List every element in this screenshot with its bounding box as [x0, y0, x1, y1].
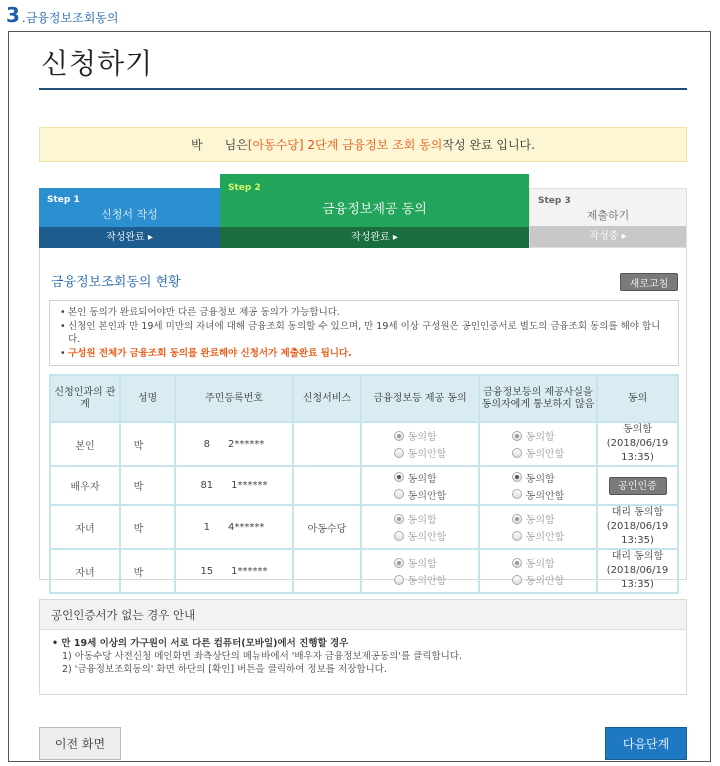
agree-date: (2018/06/19 13:35): [606, 565, 669, 590]
relation-cell: 본인: [50, 422, 120, 466]
previous-button[interactable]: 이전 화면: [39, 727, 121, 760]
relation-cell: 배우자: [50, 466, 120, 505]
consent-status-panel: [39, 248, 687, 590]
notice-no-radio[interactable]: 동의안함: [512, 487, 565, 502]
rrn-front: 1: [203, 521, 210, 533]
agree-status: 대리 동의함: [611, 551, 664, 562]
step-3-number: Step 3: [538, 196, 571, 206]
table-row: [50, 422, 678, 466]
section-header: [6, 4, 118, 26]
service-cell: 아동수당: [293, 505, 361, 549]
name-text: 박: [133, 523, 144, 535]
step-2-name: 금융정보제공 동의: [322, 202, 427, 217]
step-3-status: 작성중 ▸: [530, 226, 686, 247]
step-indicator: [39, 174, 687, 248]
guide-body: [40, 630, 686, 683]
info-text: 신청인 본인과 만 19세 미만의 자녀에 대해 금융조회 동의할 수 있으며, 만 19세 이상 구성원은 공인인증서로 별도의 금융조회 동의를 해야 합니다.: [68, 320, 661, 345]
notice-no-radio[interactable]: 동의안함: [512, 445, 565, 460]
title-divider: [39, 88, 687, 90]
guide-step-1: 1) 아동수당 사전신청 메인화면 좌측상단의 메뉴바에서 '배우자 금융정보제공동의'를 클릭합니다.: [62, 651, 463, 662]
rrn-back: 2******: [228, 438, 265, 450]
guide-bullet-text: 만 19세 이상의 가구원이 서로 다른 컴퓨터(모바일)에서 진행할 경우: [61, 638, 349, 649]
service-cell: [293, 466, 361, 505]
provide-consent-cell: [361, 505, 479, 549]
next-step-button[interactable]: 다음단계: [605, 727, 687, 760]
name-cell: [120, 422, 175, 466]
table-row: [50, 549, 678, 593]
step-2-status: 작성완료 ▸: [220, 227, 529, 248]
step-1-status: 작성완료 ▸: [39, 227, 220, 248]
info-warning: 구성원 전체가 금융조회 동의를 완료해야 신청서가 제출완료 됩니다.: [68, 347, 352, 359]
col-name: 성명: [120, 375, 175, 422]
application-frame: [8, 31, 711, 762]
step-3-name: 제출하기: [586, 209, 630, 222]
table-row: [50, 466, 678, 505]
rrn-front: 81: [200, 480, 214, 491]
agree-cell: [597, 505, 678, 549]
consent-no-radio[interactable]: 동의안함: [394, 528, 447, 543]
consent-yes-radio[interactable]: 동의함: [394, 511, 437, 526]
rrn-back: 1******: [231, 565, 268, 577]
name-cell: [120, 466, 175, 505]
no-notice-cell: [479, 422, 597, 466]
notice-yes-radio[interactable]: 동의함: [512, 470, 555, 485]
notice-no-radio[interactable]: 동의안함: [512, 572, 565, 587]
rrn-cell: [175, 422, 293, 466]
certificate-button[interactable]: 공인인증: [609, 477, 667, 495]
name-text: 박: [133, 440, 144, 452]
step-2: [220, 174, 529, 248]
consent-yes-radio[interactable]: 동의함: [394, 428, 437, 443]
agree-date: (2018/06/19 13:35): [606, 521, 669, 546]
name-cell: [120, 549, 175, 593]
no-notice-cell: [479, 505, 597, 549]
name-cell: [120, 505, 175, 549]
notice-name: 박: [191, 138, 203, 152]
notice-no-radio[interactable]: 동의안함: [512, 528, 565, 543]
notice-text-b: 작성 완료 입니다.: [442, 138, 535, 152]
relation-cell: 자녀: [50, 549, 120, 593]
step-2-number: Step 2: [228, 183, 261, 193]
rrn-cell: [175, 466, 293, 505]
col-service: 신청서비스: [293, 375, 361, 422]
col-relation: 신청인과의 관계: [50, 375, 120, 422]
agree-date: (2018/06/19 13:35): [606, 438, 669, 463]
page-title: 신청하기: [41, 47, 154, 80]
agree-status: 동의함: [623, 424, 652, 435]
step-3: [529, 188, 687, 248]
notice-service: [아동수당] 2단계 금융정보 조회 동의: [247, 138, 443, 152]
col-no-notice: 금융정보등의 제공사실을 동의자에게 통보하지 않음: [479, 375, 597, 422]
notice-yes-radio[interactable]: 동의함: [512, 511, 555, 526]
step-1-number: Step 1: [47, 195, 80, 205]
no-notice-cell: [479, 466, 597, 505]
table-header-row: [50, 375, 678, 422]
consent-yes-radio[interactable]: 동의함: [394, 555, 437, 570]
service-cell: [293, 422, 361, 466]
table-row: [50, 505, 678, 549]
consent-no-radio[interactable]: 동의안함: [394, 572, 447, 587]
info-notes: [49, 300, 679, 366]
relation-cell: 자녀: [50, 505, 120, 549]
notice-yes-radio[interactable]: 동의함: [512, 428, 555, 443]
info-line: • 본인 동의가 완료되어야만 다른 금융정보 제공 동의가 가능합니다.: [60, 307, 340, 318]
provide-consent-cell: [361, 466, 479, 505]
col-provide-consent: 금융정보등 제공 동의: [361, 375, 479, 422]
rrn-front: 8: [203, 438, 210, 450]
agree-status: 대리 동의함: [611, 507, 664, 518]
rrn-front: 15: [200, 565, 214, 577]
rrn-cell: [175, 505, 293, 549]
notice-text-a: 님은: [224, 138, 248, 152]
step-1-name: 신청서 작성: [101, 208, 158, 221]
provide-consent-cell: [361, 549, 479, 593]
section-title: .금융정보조회동의: [21, 11, 119, 25]
notice-yes-radio[interactable]: 동의함: [512, 555, 555, 570]
rrn-back: 1******: [231, 480, 268, 491]
consent-yes-radio[interactable]: 동의함: [394, 470, 437, 485]
info-text: 본인 동의가 완료되어야만 다른 금융정보 제공 동의가 가능합니다.: [68, 307, 340, 318]
rrn-back: 4******: [228, 521, 265, 533]
certificate-guide: [39, 599, 687, 695]
guide-step-2: 2) '금융정보조회동의' 화면 하단의 [확인] 버튼을 클릭하여 정보를 저장합니다.: [62, 664, 387, 675]
masked-name: [203, 138, 225, 152]
name-text: 박: [133, 567, 144, 579]
section-number: 3: [6, 3, 20, 27]
col-agree: 동의: [597, 375, 678, 422]
consent-no-radio[interactable]: 동의안함: [394, 487, 447, 502]
completion-notice: [39, 127, 687, 162]
refresh-button[interactable]: 새로고침: [620, 273, 678, 291]
consent-table: [49, 374, 679, 594]
provide-consent-cell: [361, 422, 479, 466]
rrn-cell: [175, 549, 293, 593]
guide-bullet: • 만 19세 이상의 가구원이 서로 다른 컴퓨터(모바일)에서 진행할 경우: [52, 638, 349, 649]
agree-cell: [597, 466, 678, 505]
name-text: 박: [133, 482, 144, 493]
status-title: 금융정보조회동의 현황: [51, 275, 181, 290]
info-line: • 구성원 전체가 금융조회 동의를 완료해야 신청서가 제출완료 됩니다.: [60, 347, 352, 359]
step-1: [39, 188, 220, 248]
no-notice-cell: [479, 549, 597, 593]
agree-cell: [597, 422, 678, 466]
guide-title: 공인인증서가 없는 경우 안내: [40, 600, 686, 630]
col-rrn: 주민등록번호: [175, 375, 293, 422]
consent-no-radio[interactable]: 동의안함: [394, 445, 447, 460]
info-line: • 신청인 본인과 만 19세 미만의 자녀에 대해 금융조회 동의할 수 있으며, 만 19세 이상 구성원은 공인인증서로 별도의 금융조회 동의를 해야 합니다.: [60, 320, 668, 347]
service-cell: [293, 549, 361, 593]
agree-cell: [597, 549, 678, 593]
